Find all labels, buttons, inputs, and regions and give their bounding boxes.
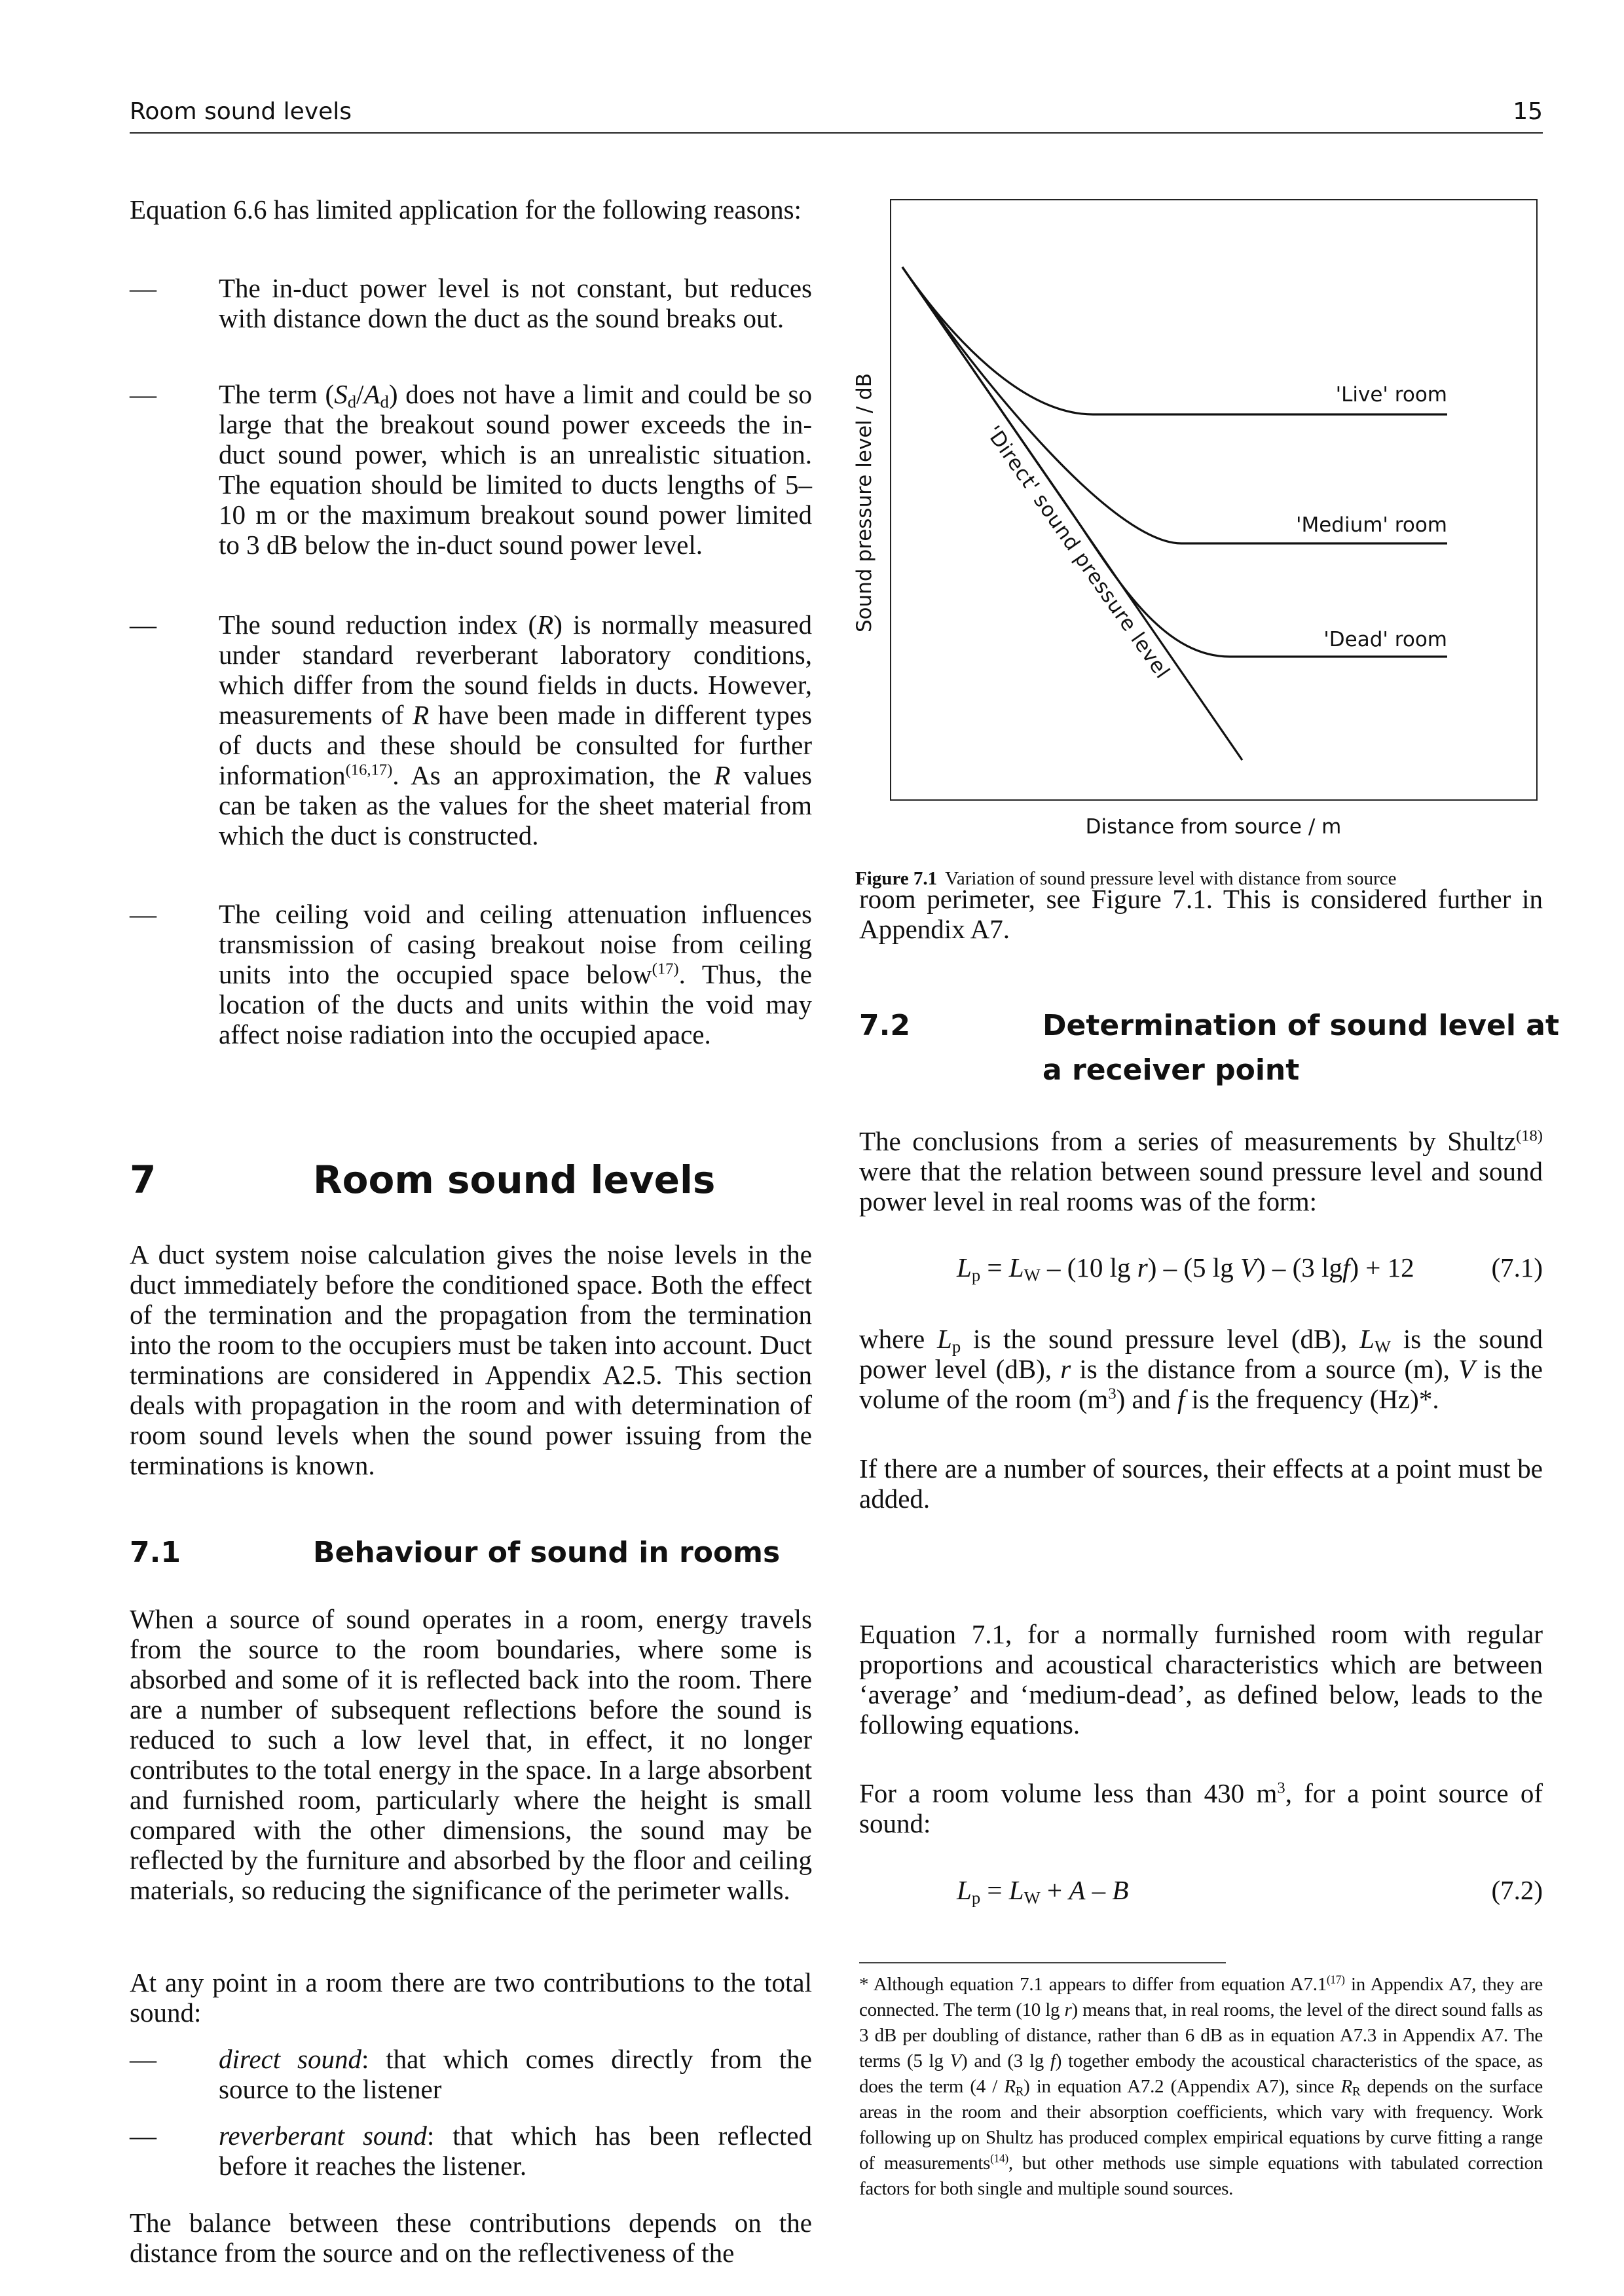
text-run: /	[356, 379, 364, 409]
text-run: The ceiling void and ceiling attenuation influences transmission of casing breakout noise from ceiling units into the occupied space below	[219, 899, 812, 989]
footnote-rule	[859, 1962, 1226, 1963]
text-run: is the volume of the room (m	[859, 1354, 1543, 1414]
text-run: If there are a number of sources, their effects at a point must be added.	[859, 1453, 1543, 1514]
text-run: The balance between these contributions depends on the distance from the source and on the reflectiveness of the	[130, 2208, 812, 2268]
text-run: W	[1024, 1265, 1041, 1285]
text-run: ) – (3 lg	[1257, 1252, 1342, 1283]
text-run: . As an approximation, the	[392, 760, 714, 790]
text-run: where	[859, 1324, 937, 1354]
bullet-dash: —	[130, 273, 157, 303]
equation-number: (7.2)	[1491, 1875, 1543, 1905]
text-run: r	[1064, 1999, 1072, 2020]
balance-paragraph	[130, 2208, 812, 2268]
text-run: p	[951, 1336, 961, 1357]
text-run: At any point in a room there are two contributions to the total sound:	[130, 1967, 812, 2028]
bullet-text	[219, 610, 812, 850]
text-run: ) means that, in real rooms, the level of the direct sound falls as 3 dB per doubling of distance, rather than 6 dB as in equation A7.3 in Appendix A7. The terms (5 lg	[859, 1999, 1543, 2071]
text-run: When a source of sound operates in a room, energy travels from the source to the room boundaries, where some is absorbed and some of it is reflected back into the room. There are a number of subsequent reflections before the sound is reduced to such a low level that, in effect, it no longer contributes to the total energy in the space. In a large absorbent and furnished room, particularly where the height is small compared with the other dimensions, the sound may be reflected by the furniture and absorbed by the floor and ceiling materials, so reducing the significance of the perimeter walls.	[130, 1604, 812, 1905]
text-run: (16,17)	[345, 761, 393, 779]
text-run: +	[1040, 1875, 1069, 1905]
text-run: (17)	[652, 960, 679, 978]
text-run: L	[1359, 1324, 1375, 1354]
text-run: =	[980, 1875, 1009, 1905]
text-run: is the sound pressure level (dB),	[961, 1324, 1360, 1354]
text-run: R	[537, 610, 554, 640]
equation-number: (7.1)	[1491, 1252, 1543, 1283]
text-run: The conclusions from a series of measurements by Shultz	[859, 1126, 1517, 1156]
text-run: L	[1008, 1875, 1024, 1905]
text-run: ) and (3 lg	[961, 2050, 1050, 2071]
bullet-text	[219, 899, 812, 1049]
bullet-dash: —	[130, 2121, 157, 2151]
running-title: Room sound levels	[130, 98, 352, 125]
text-run: : that which has been reflected before it reaches the listener.	[219, 2121, 813, 2181]
text-run: A	[363, 379, 380, 409]
x-axis-label: Distance from source / m	[1085, 815, 1342, 839]
text-run: r	[1137, 1252, 1148, 1283]
y-axis-label: Sound pressure level / dB	[853, 373, 876, 633]
text-run: L	[1008, 1252, 1024, 1283]
sources-paragraph	[859, 1453, 1543, 1514]
subsection-title-line: a receiver point	[1043, 1053, 1300, 1087]
text-run: ) in equation A7.2 (Appendix A7), since	[1024, 2076, 1341, 2097]
direct-sound-label: 'Direct' sound pressure level	[981, 421, 1174, 683]
where-paragraph	[859, 1324, 1543, 1414]
legend-live-room: 'Live' room	[1335, 383, 1447, 407]
equation-7-1	[957, 1252, 1414, 1283]
text-run: r	[1060, 1354, 1071, 1384]
text-run: direct sound	[219, 2044, 361, 2074]
text-run: R	[413, 700, 430, 730]
behaviour-paragraph	[130, 1604, 812, 1905]
text-run: S	[334, 379, 348, 409]
legend-dead-room: 'Dead' room	[1323, 628, 1447, 651]
text-run: V	[1458, 1354, 1475, 1384]
chart-frame	[891, 200, 1537, 800]
conclusions-paragraph	[859, 1126, 1543, 1216]
text-run: R	[1340, 2076, 1352, 2097]
text-run: The term (	[219, 379, 335, 409]
page-number: 15	[1513, 98, 1543, 125]
text-run: – (10 lg	[1040, 1252, 1137, 1283]
text-run: R	[714, 760, 731, 790]
room-volume-paragraph	[859, 1778, 1543, 1838]
subsection-title-line: Determination of sound level at	[1043, 1009, 1560, 1042]
text-run: Equation 6.6 has limited application for the following reasons:	[130, 194, 802, 225]
text-run: W	[1374, 1336, 1392, 1357]
text-run: p	[971, 1887, 981, 1908]
equation-7-2	[957, 1874, 1128, 1906]
bullet-text	[219, 2121, 812, 2181]
text-run: , but other methods use simple equations with tabulated correction factors for both single and multiple sound sources.	[859, 2153, 1543, 2199]
text-run: ) does not have a limit and could be so large that the breakout sound power exceeds the in-duct sound power, which is an unrealistic situation. The equation should be limited to ducts lengths of 5–10 m or the maximum breakout sound power limited to 3 dB below the in-duct sound power level.	[219, 379, 813, 560]
legend-medium-room: 'Medium' room	[1295, 513, 1447, 537]
text-run: is the sound power level (dB),	[859, 1324, 1543, 1384]
bullet-dash: —	[130, 899, 157, 929]
text-run: ) and	[1116, 1384, 1177, 1414]
text-run: (14)	[990, 2151, 1008, 2165]
text-run: ) – (5 lg	[1147, 1252, 1240, 1283]
text-run: ) is normally measured under standard reverberant laboratory conditions, which differ from the sound fields in ducts. However, measurements of	[219, 610, 812, 730]
subsection-number: 7.1	[130, 1536, 181, 1569]
perimeter-paragraph	[859, 884, 1543, 944]
equation-derivation-paragraph	[859, 1619, 1543, 1740]
series-dead-room-line	[902, 267, 1447, 657]
text-run: V	[1240, 1252, 1257, 1283]
text-run: values can be taken as the values for the sheet material from which the duct is constructed.	[219, 760, 812, 850]
header-rule	[130, 132, 1543, 134]
text-run: L	[957, 1252, 972, 1283]
bullet-dash: —	[130, 379, 157, 409]
bullet-dash: —	[130, 610, 157, 640]
bullet-dash: —	[130, 2044, 157, 2074]
text-run: ) together embody the acoustical characteristics of the space, as does the term (4 /	[859, 2050, 1543, 2097]
figure-7-1-chart	[851, 183, 1572, 903]
text-run: R	[1004, 2076, 1016, 2097]
text-run: 3	[1277, 1779, 1285, 1797]
text-run: R	[1352, 2085, 1361, 2099]
text-run: is the frequency (Hz)*.	[1185, 1384, 1439, 1414]
text-run: ) + 12	[1350, 1252, 1414, 1283]
text-run: f	[1342, 1252, 1350, 1283]
caption-text: Variation of sound pressure level with distance from source	[945, 868, 1397, 889]
footnote	[859, 1972, 1543, 2202]
text-run: A	[1069, 1875, 1086, 1905]
subsection-title: Behaviour of sound in rooms	[313, 1536, 781, 1569]
text-run: : that which comes directly from the source to the listener	[219, 2044, 812, 2104]
text-run: The sound reduction index (	[219, 610, 538, 640]
contributions-paragraph	[130, 1967, 812, 2028]
text-run: f	[1050, 2050, 1056, 2071]
section-title: Room sound levels	[313, 1157, 716, 1202]
text-run: room perimeter, see Figure 7.1. This is considered further in Appendix A7.	[859, 884, 1543, 944]
text-run: depends on the surface areas in the room and their absorption coefficients, which vary with frequency. Work following up on Shultz has produced complex empirical equations by curve fitting a range of measurements	[859, 2076, 1543, 2174]
caption-label: Figure 7.1	[855, 868, 938, 889]
text-run: B	[1112, 1875, 1129, 1905]
text-run: (17)	[1326, 1973, 1345, 1986]
text-run: R	[1015, 2085, 1024, 2099]
text-run: d	[347, 392, 357, 412]
text-run: W	[1024, 1887, 1041, 1908]
text-run: L	[957, 1875, 972, 1905]
text-run: The in-duct power level is not constant, but reduces with distance down the duct as the sound breaks out.	[219, 273, 812, 333]
text-run: –	[1085, 1875, 1113, 1905]
text-run: is the distance from a source (m),	[1071, 1354, 1459, 1384]
text-run: * Although equation 7.1 appears to differ from equation A7.1	[859, 1974, 1327, 1995]
subsection-number: 7.2	[859, 1009, 910, 1042]
text-run: 3	[1108, 1385, 1116, 1403]
text-run: A duct system noise calculation gives the noise levels in the duct immediately before the conditioned space. Both the effect of the termination and the propagation from the termination into the room to the occupiers must be taken into account. Duct terminations are considered in Appendix A2.5. This section deals with propagation in the room and with determination of room sound levels when the sound power issuing from the terminations is known.	[130, 1239, 812, 1480]
bullet-text	[219, 273, 812, 333]
text-run: d	[380, 392, 389, 412]
text-run: L	[937, 1324, 952, 1354]
text-run: V	[950, 2050, 961, 2071]
text-run: f	[1177, 1384, 1185, 1414]
bullet-text	[219, 379, 812, 560]
text-run: For a room volume less than 430 m	[859, 1778, 1278, 1808]
text-run: in Appendix A7, they are connected. The term (10 lg	[859, 1974, 1543, 2020]
text-run: =	[980, 1252, 1009, 1283]
text-run: have been made in different types of ducts and these should be consulted for further information	[219, 700, 812, 790]
text-run: reverberant sound	[219, 2121, 427, 2151]
text-run: . Thus, the location of the ducts and units within the void may affect noise radiation into the occupied apace.	[219, 959, 812, 1049]
text-run: were that the relation between sound pressure level and sound power level in real rooms was of the form:	[859, 1156, 1543, 1216]
text-run: p	[971, 1265, 981, 1285]
text-run: (18)	[1516, 1127, 1543, 1145]
bullet-text	[219, 2044, 812, 2104]
text-run: Equation 7.1, for a normally furnished room with regular proportions and acoustical characteristics which are between ‘average’ and ‘medium-dead’, as defined below, leads to the following equations.	[859, 1619, 1543, 1740]
text-run: , for a point source of sound:	[859, 1778, 1543, 1838]
section7-paragraph	[130, 1239, 812, 1480]
subsection-title	[1043, 1004, 1559, 1093]
intro-paragraph	[130, 194, 812, 225]
section-number: 7	[130, 1157, 157, 1202]
